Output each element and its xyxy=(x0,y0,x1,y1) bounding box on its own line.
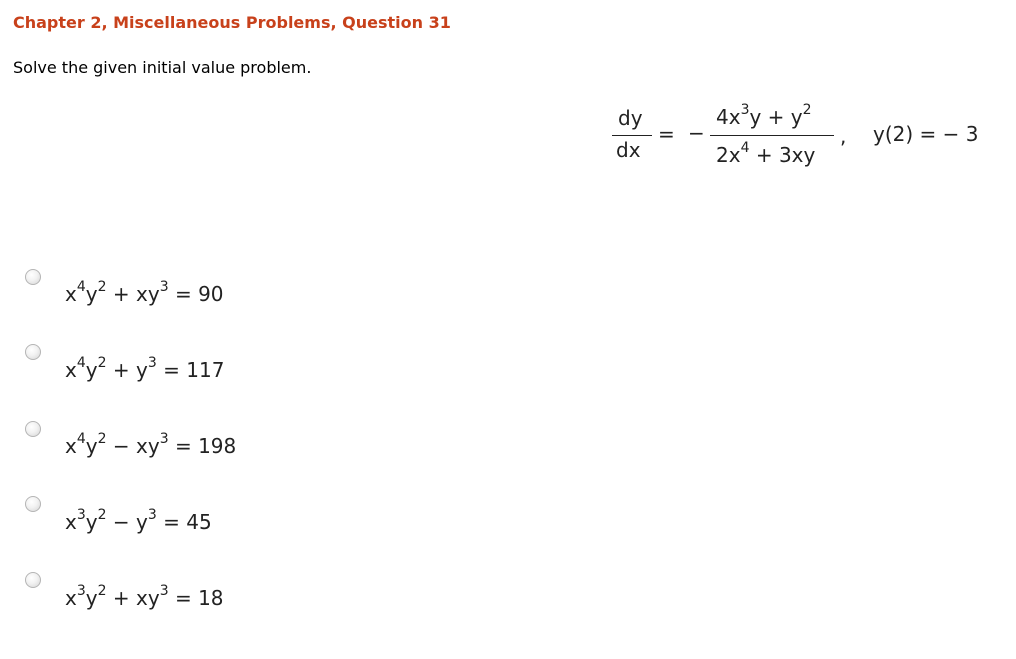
equals-sign: = xyxy=(658,122,675,146)
option-3-equation: $x^4y^2 - xy^3 = 198$ xyxy=(65,431,237,458)
radio-button-option-4[interactable] xyxy=(25,496,41,512)
radio-button-option-1[interactable] xyxy=(25,269,41,285)
rhs-denominator: $2x^4 + 3xy$ xyxy=(716,140,816,167)
rhs-fraction-bar xyxy=(710,135,834,136)
option-4-equation: $x^3y^2 - y^3 = 45$ xyxy=(65,507,212,534)
radio-button-option-5[interactable] xyxy=(25,572,41,588)
lhs-denominator: dx xyxy=(616,138,641,162)
comma: , xyxy=(840,124,847,148)
lhs-numerator: dy xyxy=(618,106,643,130)
lhs-fraction-bar xyxy=(612,135,652,136)
option-2-equation: $x^4y^2 + y^3 = 117$ xyxy=(65,355,225,382)
initial-condition: y(2) = − 3 xyxy=(873,122,979,146)
question-prompt: Solve the given initial value problem. xyxy=(13,58,312,77)
radio-button-option-3[interactable] xyxy=(25,421,41,437)
rhs-numerator: $4x^3y + y^2$ xyxy=(716,102,812,129)
option-1-equation: $x^4y^2 + xy^3 = 90$ xyxy=(65,279,224,306)
minus-sign: − xyxy=(688,121,705,145)
question-title: Chapter 2, Miscellaneous Problems, Question 31 xyxy=(13,13,451,32)
option-5-equation: $x^3y^2 + xy^3 = 18$ xyxy=(65,583,224,610)
radio-button-option-2[interactable] xyxy=(25,344,41,360)
